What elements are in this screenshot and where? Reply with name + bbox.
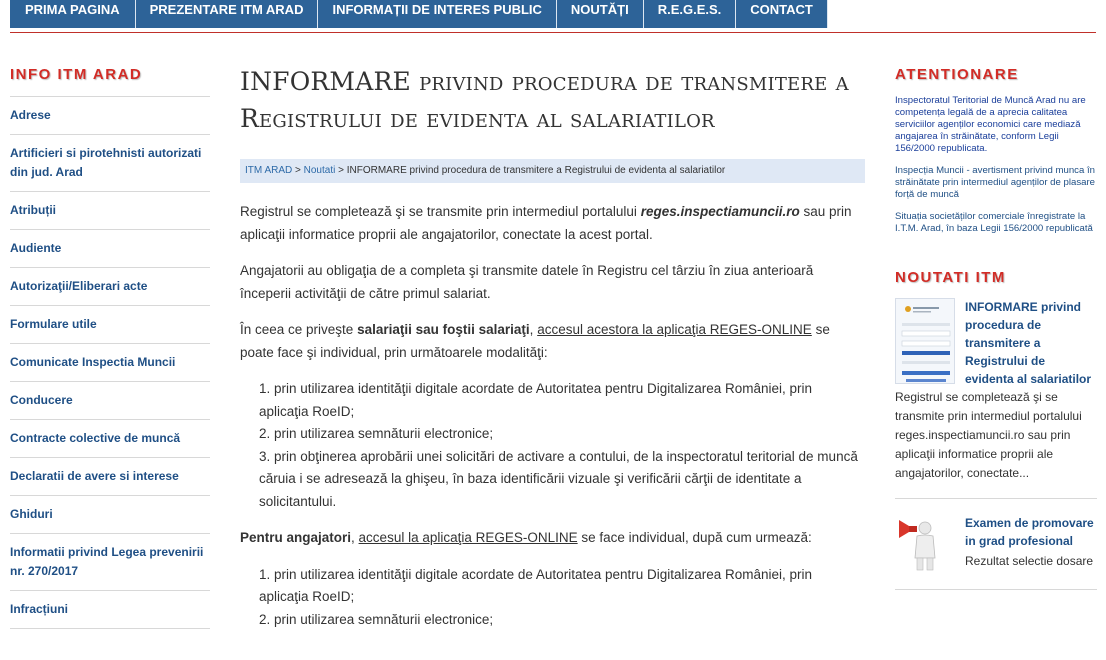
news-item (895, 298, 1097, 483)
paragraph-2: Angajatorii au obligaţia de a completa şi transmite datele în Registru cel târziu în ziua anterioară începerii activităţii de către primul salariat. (240, 263, 814, 301)
page-title: INFORMARE privind procedura de transmitere a Registrului de evidenta al salariatilor (240, 67, 849, 133)
paragraph-text: sau prin aplicaţii informatice proprii ale angajatorilor, conectate la acest portal. (240, 204, 852, 242)
sidebar-item-autorizatii[interactable]: Autorizaţii/Eliberari acte (10, 268, 210, 306)
reges-screenshot-icon (896, 299, 955, 384)
breadcrumb-noutati-link[interactable]: Noutati (303, 165, 336, 176)
megaphone-figure-icon (895, 514, 955, 574)
top-navigation (10, 0, 828, 28)
news-thumbnail-reges-icon[interactable] (895, 298, 955, 384)
employer-modalities-list (240, 564, 865, 632)
list-item: 3. prin obţinerea aprobării unei solicitări de activare a contului, de la inspectoratul teritorial de muncă căruia i se adresează la ghişeu, în baza identificării vizuale şi verificării cărţii de identitate a solicitantului. (259, 448, 858, 509)
sidebar-item-adrese[interactable]: Adrese (10, 97, 210, 135)
paragraph-text: Registrul se completează şi se transmite prin intermediul portalului (240, 204, 641, 219)
sidebar-item-legea-prevenirii[interactable]: Informatii privind Legea prevenirii nr. 270/2017 (10, 534, 210, 591)
paragraph-text: se poate face şi individual, prin următoarele modalităţi: (240, 322, 830, 360)
nav-contact[interactable]: CONTACT (736, 0, 828, 28)
attention-link-avertisment[interactable]: Inspecția Muncii - avertisment privind munca în străinătate prin intermediul agenților de plasare forță de muncă (895, 165, 1095, 200)
paragraph-3 (240, 319, 865, 364)
list-item: 1. prin utilizarea identităţii digitale acordate de Autoritatea pentru Digitalizarea României, prin aplicaţia RoeID; (259, 381, 813, 419)
modalities-list (240, 378, 865, 513)
news-excerpt: Rezultat selectie dosare (965, 554, 1094, 568)
article-body (240, 201, 865, 631)
portal-name: reges.inspectiamuncii.ro (640, 204, 800, 219)
sidebar-item-contracte[interactable]: Contracte colective de muncă (10, 420, 210, 458)
reges-online-access-link[interactable]: accesul acestora la aplicaţia REGES-ONLINE (537, 322, 812, 337)
breadcrumb (240, 159, 865, 183)
paragraph-1 (240, 201, 865, 246)
paragraph-text: În ceea ce priveşte (240, 322, 358, 337)
list-item: 1. prin utilizarea identităţii digitale acordate de Autoritatea pentru Digitalizarea României, prin aplicaţia RoeID; (259, 566, 813, 604)
news-heading-informare[interactable]: INFORMARE privind procedura de transmitere a Registrului de evidenta al salariatilor (965, 300, 1092, 386)
left-sidebar (10, 66, 210, 629)
breadcrumb-current: INFORMARE privind procedura de transmitere a Registrului de evidenta al salariatilor (346, 165, 726, 176)
attention-link-situatia-societatilor[interactable]: Situația societăților comerciale înregistrate la I.T.M. Arad, în baza Legii 156/2000 republicată (895, 211, 1093, 234)
news-excerpt: Registrul se completează şi se transmite prin intermediul portalului reges.inspectiamuncii.ro sau prin aplicaţii informatice proprii ale angajatorilor, conectate... (895, 390, 1082, 480)
header-divider (10, 32, 1096, 33)
nav-informatii-interes-public[interactable]: INFORMAȚII DE INTERES PUBLIC (318, 0, 556, 28)
sidebar-item-audiente[interactable]: Audiente (10, 230, 210, 268)
paragraph-text: se face individual, după cum urmează: (577, 530, 812, 545)
bold-salariati: salariaţii sau foştii salariaţi (357, 322, 530, 337)
list-item: 2. prin utilizarea semnăturii electronice; (259, 611, 494, 627)
breadcrumb-home-link[interactable]: ITM ARAD (245, 165, 293, 176)
sidebar-item-formulare[interactable]: Formulare utile (10, 306, 210, 344)
sidebar-item-comunicate[interactable]: Comunicate Inspectia Muncii (10, 344, 210, 382)
list-item: 2. prin utilizarea semnăturii electronice; (259, 426, 494, 441)
sidebar-item-infractiuni[interactable]: Infracțiuni (10, 591, 210, 629)
megaphone-icon[interactable] (895, 514, 955, 574)
news-item (895, 514, 1097, 574)
breadcrumb-separator: > (335, 165, 347, 176)
nav-reges[interactable]: R.E.G.E.S. (644, 0, 737, 28)
paragraph-text: , (351, 530, 359, 545)
nav-prezentare-itm-arad[interactable]: PREZENTARE ITM ARAD (136, 0, 319, 28)
paragraph-text: , (529, 322, 538, 337)
sidebar-item-artificieri[interactable]: Artificieri si pirotehnisti autorizati din jud. Arad (10, 135, 210, 192)
breadcrumb-separator: > (292, 165, 304, 176)
reges-online-employer-link[interactable]: accesul la aplicaţia REGES-ONLINE (358, 530, 578, 545)
sidebar-item-conducere[interactable]: Conducere (10, 382, 210, 420)
attention-link-competenta[interactable]: Inspectoratul Teritorial de Muncă Arad nu are competența legală de a aprecia calitatea serviciilor agenților economici care mediază angajarea în străinătate, conform Legii 156/2000 republicata. (895, 95, 1086, 154)
divider (895, 498, 1097, 499)
nav-noutati[interactable]: NOUTĂȚI (557, 0, 644, 28)
news-heading-examen-promovare[interactable]: Examen de promovare in grad profesional (965, 516, 1094, 548)
paragraph-4 (240, 527, 865, 550)
attention-title: ATENTIONARE (895, 66, 1019, 83)
right-sidebar (895, 66, 1097, 605)
sidebar-item-ghiduri[interactable]: Ghiduri (10, 496, 210, 534)
news-title: NOUTATI ITM (895, 269, 1006, 286)
sidebar-item-atributii[interactable]: Atribuții (10, 192, 210, 230)
bold-angajatori: Pentru angajatori (240, 530, 352, 545)
divider (895, 589, 1097, 590)
main-content (240, 63, 865, 645)
left-sidebar-menu (10, 97, 210, 629)
sidebar-item-declaratii[interactable]: Declaratii de avere si interese (10, 458, 210, 496)
nav-prima-pagina[interactable]: PRIMA PAGINA (10, 0, 136, 28)
left-sidebar-title: INFO ITM ARAD (10, 66, 210, 97)
